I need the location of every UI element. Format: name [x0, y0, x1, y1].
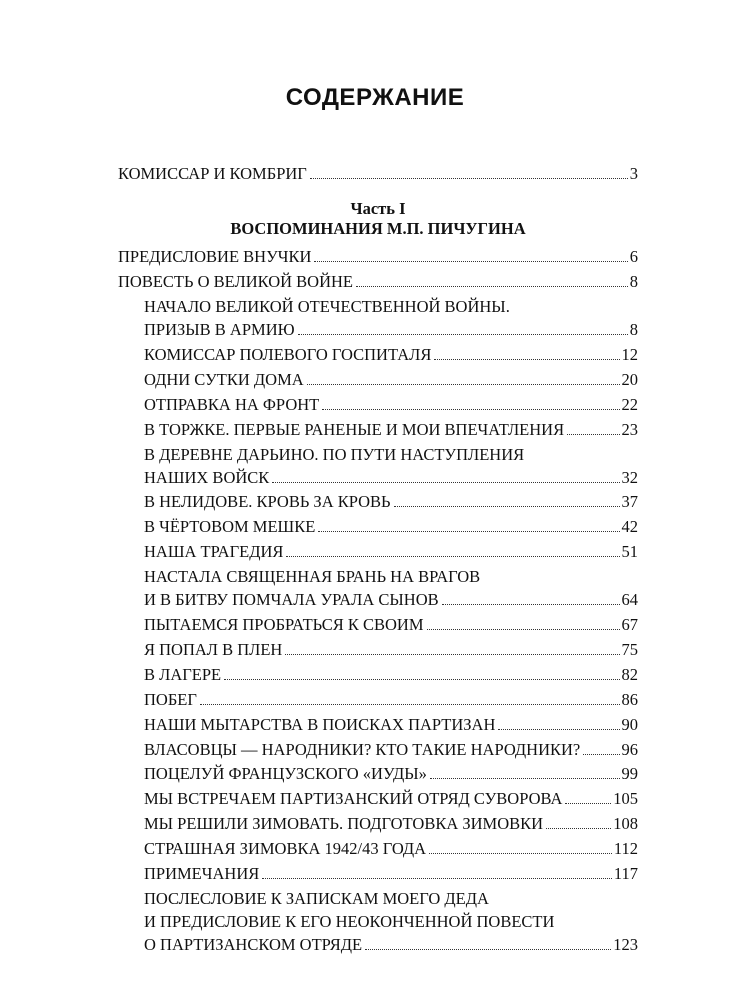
dot-leader [224, 679, 619, 680]
toc-entry-title: НАШИХ ВОЙСК [144, 467, 270, 487]
dot-leader [434, 359, 619, 360]
toc-subentry [144, 762, 638, 785]
toc-entry-page: 20 [621, 369, 638, 389]
toc-entry-page: 8 [629, 320, 638, 339]
toc-subentry [144, 613, 638, 636]
toc-subentry [144, 490, 638, 513]
toc-entry-title: ПОЦЕЛУЙ ФРАНЦУЗСКОГО «ИУДЫ» [144, 764, 427, 784]
toc-entry-title: ПОБЕГ [144, 689, 197, 709]
toc-subentry [144, 515, 638, 538]
toc-entry-title: ОДНИ СУТКИ ДОМА [144, 369, 304, 389]
toc-entry-title-line: НАЧАЛО ВЕЛИКОЙ ОТЕЧЕСТВЕННОЙ ВОЙНЫ. [144, 297, 510, 316]
toc-entry-page: 90 [621, 714, 638, 734]
part-label: Часть I [350, 199, 406, 218]
dot-leader [567, 434, 619, 435]
toc-entry-page: 96 [621, 739, 638, 759]
toc-entry-intro [118, 162, 638, 185]
toc-subentry [144, 393, 638, 416]
dot-leader [565, 803, 611, 804]
dot-leader [365, 949, 611, 950]
toc-entry-page: 3 [629, 164, 638, 183]
toc-entry-title: ПЫТАЕМСЯ ПРОБРАТЬСЯ К СВОИМ [144, 615, 424, 634]
toc-entry-title-line: ПОСЛЕСЛОВИЕ К ЗАПИСКАМ МОЕГО ДЕДА [144, 888, 489, 908]
toc-subentry [144, 638, 638, 661]
toc-entry-title: МЫ ВСТРЕЧАЕМ ПАРТИЗАНСКИЙ ОТРЯД СУВОРОВА [144, 789, 563, 809]
toc-entry-title: МЫ РЕШИЛИ ЗИМОВАТЬ. ПОДГОТОВКА ЗИМОВКИ [144, 814, 544, 834]
toc-entry-title: В ТОРЖКЕ. ПЕРВЫЕ РАНЕНЫЕ И МОИ ВПЕЧАТЛЕНИЯ [144, 419, 565, 439]
toc-entry-title: ПРИЗЫВ В АРМИЮ [144, 320, 295, 339]
toc-entry-page: 105 [613, 789, 638, 809]
toc-entry-page: 64 [621, 590, 638, 610]
toc-entry-title: ПОВЕСТЬ О ВЕЛИКОЙ ВОЙНЕ [118, 272, 353, 291]
toc-subentry [144, 663, 638, 686]
dot-leader [356, 286, 628, 287]
toc-subentry [144, 443, 638, 489]
toc-entry-page: 32 [621, 467, 638, 487]
toc-entry-title: СТРАШНАЯ ЗИМОВКА 1942/43 ГОДА [144, 839, 427, 859]
part-title: ВОСПОМИНАНИЯ М.П. ПИЧУГИНА [230, 219, 526, 238]
toc-subentry [144, 688, 638, 711]
dot-leader [429, 853, 612, 854]
toc-entry-page: 82 [621, 664, 638, 684]
toc-subentry [144, 565, 638, 611]
toc-subentry [144, 343, 638, 366]
toc-entry-page: 51 [621, 542, 638, 562]
toc-entry-title-line: И ПРЕДИСЛОВИЕ К ЕГО НЕОКОНЧЕННОЙ ПОВЕСТИ [144, 911, 555, 931]
toc-entry-title: О ПАРТИЗАНСКОМ ОТРЯДЕ [144, 934, 363, 954]
toc-subentry [144, 812, 638, 835]
toc-subentry [144, 295, 638, 341]
toc-subentry [144, 418, 638, 441]
toc-entry [118, 245, 638, 268]
toc-entry-page: 86 [621, 689, 638, 709]
toc-entry-page: 6 [629, 247, 638, 266]
page-title: СОДЕРЖАНИЕ [285, 84, 465, 111]
toc-entry-title: Я ПОПАЛ В ПЛЕН [144, 639, 283, 659]
toc-subentry [144, 540, 638, 563]
toc-entry-page: 112 [613, 839, 638, 859]
dot-leader [322, 409, 619, 410]
toc-entry-title: ОТПРАВКА НА ФРОНТ [144, 394, 320, 414]
dot-leader [272, 482, 619, 483]
dot-leader [546, 828, 611, 829]
toc-entry-title: ВЛАСОВЦЫ — НАРОДНИКИ? КТО ТАКИЕ НАРОДНИКИ? [144, 739, 581, 759]
toc-subentry [144, 738, 638, 761]
dot-leader [285, 654, 619, 655]
toc-entry-title: КОМИССАР ПОЛЕВОГО ГОСПИТАЛЯ [144, 344, 432, 364]
toc-entry-title: ПРИМЕЧАНИЯ [144, 864, 260, 883]
toc-entry-title-line: НАСТАЛА СВЯЩЕННАЯ БРАНЬ НА ВРАГОВ [144, 567, 481, 587]
dot-leader [498, 729, 619, 730]
toc-entry-title: КОМИССАР И КОМБРИГ [118, 164, 307, 183]
toc-entry-title: ПРЕДИСЛОВИЕ ВНУЧКИ [118, 247, 312, 266]
dot-leader [298, 334, 628, 335]
toc-entry-title: НАША ТРАГЕДИЯ [144, 542, 284, 562]
toc-entry-page: 67 [621, 615, 638, 634]
dot-leader [318, 531, 619, 532]
toc-entry-page: 123 [613, 934, 638, 954]
toc-entry-page: 42 [621, 517, 638, 537]
dot-leader [583, 754, 619, 755]
toc-entry-page: 75 [621, 639, 638, 659]
dot-leader [442, 604, 620, 605]
toc-entry-title: НАШИ МЫТАРСТВА В ПОИСКАХ ПАРТИЗАН [144, 714, 496, 734]
toc-entry-title: И В БИТВУ ПОМЧАЛА УРАЛА СЫНОВ [144, 590, 439, 610]
toc-entry-page: 22 [621, 394, 638, 414]
toc-entry-title: В ЛАГЕРЕ [144, 664, 222, 684]
dot-leader [394, 506, 620, 507]
toc-entry-page: 37 [621, 492, 638, 512]
toc-entry-page: 8 [629, 272, 638, 291]
toc-entry-title: В НЕЛИДОВЕ. КРОВЬ ЗА КРОВЬ [144, 492, 391, 512]
toc-entry-title: В ЧЁРТОВОМ МЕШКЕ [144, 517, 316, 537]
toc-entry-title-line: В ДЕРЕВНЕ ДАРЬИНО. ПО ПУТИ НАСТУПЛЕНИЯ [144, 444, 525, 464]
toc-entry-page: 117 [613, 864, 638, 883]
dot-leader [307, 384, 620, 385]
toc-subentry [144, 368, 638, 391]
toc-entry-page: 12 [621, 344, 638, 364]
toc-subentry [144, 837, 638, 860]
dot-leader [427, 629, 620, 630]
toc-subentry [144, 887, 638, 956]
toc-subentry [144, 787, 638, 810]
dot-leader [314, 261, 627, 262]
toc-subentry [144, 862, 638, 885]
toc-entry-page: 108 [613, 814, 638, 834]
toc-entry-page: 23 [621, 419, 638, 439]
dot-leader [310, 178, 628, 179]
dot-leader [200, 704, 620, 705]
dot-leader [262, 878, 612, 879]
toc-entry [118, 270, 638, 293]
dot-leader [286, 556, 619, 557]
dot-leader [430, 778, 620, 779]
toc-subentry [144, 713, 638, 736]
toc-entry-page: 99 [621, 764, 638, 784]
